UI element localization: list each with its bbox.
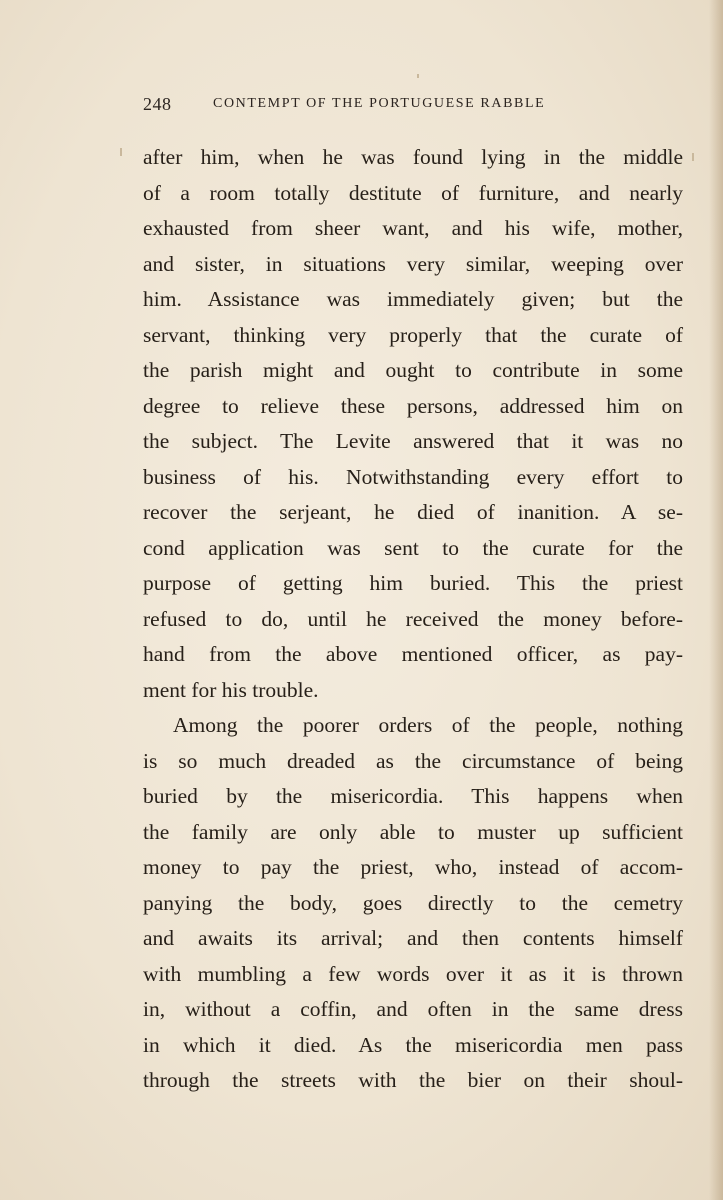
text-line: and sister, in situations very similar, weeping over — [143, 251, 683, 276]
text-line: the family are only able to muster up sufficient — [143, 819, 683, 844]
body-text — [143, 140, 683, 1099]
text-line: is so much dreaded as the circumstance of being — [143, 748, 683, 773]
text-line: refused to do, until he received the money before- — [143, 606, 683, 631]
text-line: degree to relieve these persons, addressed him on — [143, 393, 683, 418]
paper-speck — [692, 153, 694, 161]
text-line: through the streets with the bier on their shoul- — [143, 1068, 683, 1092]
text-line: panying the body, goes directly to the cemetry — [143, 890, 683, 915]
text-line: the parish might and ought to contribute in some — [143, 358, 683, 382]
text-line: with mumbling a few words over it as it is thrown — [143, 961, 683, 986]
paper-speck — [120, 148, 122, 156]
text-line: recover the serjeant, he died of inanition. A se- — [143, 500, 683, 524]
page-header — [143, 94, 683, 122]
text-line: purpose of getting him buried. This the priest — [143, 571, 683, 595]
text-line: in, without a coffin, and often in the same dress — [143, 997, 683, 1021]
text-line-paragraph-start: Among the poorer orders of the people, nothing — [173, 713, 683, 737]
page-number: 248 — [143, 94, 172, 114]
page-edge-shadow — [709, 0, 723, 1200]
text-line-paragraph-end: ment for his trouble. — [143, 677, 319, 702]
paper-speck — [417, 74, 419, 78]
text-line: business of his. Notwithstanding every effort to — [143, 464, 683, 489]
running-title: CONTEMPT OF THE PORTUGUESE RABBLE — [213, 96, 546, 111]
text-line: servant, thinking very properly that the curate of — [143, 322, 683, 347]
text-line: of a room totally destitute of furniture, and nearly — [143, 180, 683, 205]
text-line: after him, when he was found lying in the middle — [143, 145, 683, 169]
text-line: the subject. The Levite answered that it was no — [143, 429, 683, 453]
text-line: money to pay the priest, who, instead of accom- — [143, 855, 683, 879]
text-line: exhausted from sheer want, and his wife, mother, — [143, 216, 683, 240]
text-line: buried by the misericordia. This happens when — [143, 784, 683, 808]
text-line: cond application was sent to the curate for the — [143, 535, 683, 560]
text-line: him. Assistance was immediately given; but the — [143, 287, 683, 311]
text-line: hand from the above mentioned officer, as pay- — [143, 642, 683, 666]
text-line: in which it died. As the misericordia men pass — [143, 1032, 683, 1057]
text-line: and awaits its arrival; and then contents himself — [143, 926, 683, 950]
